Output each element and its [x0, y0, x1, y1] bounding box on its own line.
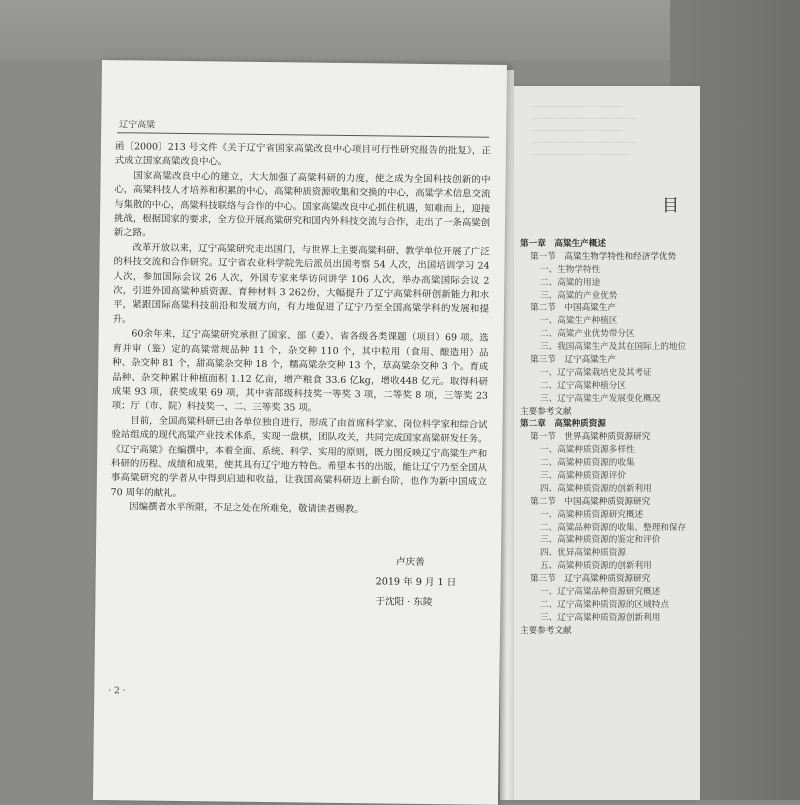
- preface-paragraph: 60余年来，辽宁高粱研究承担了国家、部（委）、省各级各类课题（项目）69 项。选育并审（鉴）定的高粱常规品种 11 个，杂交种 110 个，其中粒用（食用、酿造用）品种、杂交种 81 个，甜高粱杂交种 18 个，糯高粱杂交种 13 个，草高粱杂交种 3 个。育成品种、杂交种累计种植面积 1.12 亿亩，增产粮食 33.6 亿kg，增收448 亿元。取得科研成果 93 项，获奖成果 69 项，其中省部级科技奖一等奖 3 项，二等奖 8 项，三等奖 23 项；厅（市、院）科技奖一、二、三等奖 35 项。: [111, 328, 489, 414]
- toc-item: 四、优异高粱种质资源: [540, 548, 626, 559]
- toc-section: 第三节 辽宁高粱生产: [530, 355, 616, 366]
- toc-plain: 主要参考文献: [520, 406, 572, 417]
- preface-body: [110, 140, 491, 519]
- toc-item: 一、高粱生产种植区: [540, 316, 618, 327]
- preface-paragraph: 改革开放以来，辽宁高粱研究走出国门，与世界上主要高粱科研、教学单位开展了广泛的科技交流和合作研究。辽宁省农业科学院先后派员出国考察 54 人次，出国培训学习 24 人次，参加国际会议 26 人次，外国专家来华访问讲学 106 人次，举办高粱国际会议 2 次，引进外国高粱种质资源、育种材料 3 262份，大幅提升了辽宁高粱科研创新能力和水平，紧跟国际高粱科技前沿和发展方向，有力地促进了辽宁乃至全国高粱学科的发展和提升。: [112, 242, 490, 326]
- toc-item: 二、高粱的用途: [540, 277, 601, 288]
- toc-section: 第一节 世界高粱种质资源研究: [530, 432, 651, 443]
- toc-item: 三、高粱种质资源的鉴定和评价: [540, 535, 661, 546]
- header-rule: [117, 132, 489, 138]
- toc-section: 第三节 辽宁高粱种质资源研究: [530, 574, 651, 585]
- running-head: 辽宁高粱: [119, 120, 156, 131]
- preface-paragraph: 函〔2000〕213 号文件《关于辽宁省国家高粱改良中心项目可行性研究报告的批复》，正式成立国家高粱改良中心。: [114, 141, 491, 168]
- table-of-contents: [520, 238, 700, 638]
- toc-item: 三、高粱的产业优势: [540, 290, 618, 301]
- toc-item: 二、高粱品种资源的收集、整理和保存: [540, 522, 687, 533]
- signature-place: 于沈阳 · 东陵: [375, 596, 433, 609]
- toc-item: 二、高粱种质资源的收集: [540, 458, 635, 469]
- toc-title: 目: [662, 196, 679, 216]
- toc-item: 一、高粱种质资源研究概述: [540, 509, 644, 520]
- page-number: · 2 ·: [108, 686, 126, 697]
- toc-item: 五、高粱种质资源的创新利用: [540, 561, 652, 572]
- toc-plain: 主要参考文献: [520, 625, 572, 636]
- toc-item: 一、生物学特性: [540, 264, 601, 275]
- toc-item: 四、高粱种质资源的创新利用: [540, 483, 652, 494]
- toc-chapter: 第二章 高粱种质资源: [520, 419, 606, 430]
- author-signature: 卢庆善: [395, 556, 425, 568]
- toc-section: 第二节 中国高粱种质资源研究: [530, 496, 651, 507]
- show-through-text: ———————————— —————————————— ———————————— —————————————— —————————————: [532, 101, 637, 158]
- toc-item: 一、辽宁高粱品种资源研究概述: [540, 587, 661, 598]
- toc-item: 一、辽宁高粱栽培史及其考证: [540, 367, 652, 378]
- toc-section: 第一节 高粱生物学特性和经济学优势: [530, 251, 677, 262]
- toc-item: 三、我国高粱生产及其在国际上的地位: [540, 342, 687, 353]
- toc-item: 三、辽宁高粱种质资源创新利用: [540, 612, 661, 623]
- toc-item: 一、高粱种质资源多样性: [540, 445, 635, 456]
- toc-item: 二、辽宁高粱种质资源的区域特点: [540, 599, 669, 610]
- preface-paragraph: 目前，全国高粱科研已由各单位独自进行，形成了由首席科学家、岗位科学家和综合试验站组成的现代高粱产业技术体系，实现一盘棋，团队攻关，共同完成国家高粱研发任务。《辽宁高粱》在编撰中，本着全面、系统、科学、实用的原则，既力图反映辽宁高粱生产和科研的历程、成绩和成果，使其具有辽宁地方特色。希望本书的出版，能让辽宁乃至全国从事高粱研究的学者从中得到启迪和收益，让我国高粱科研迈上新台阶，也作为新中国成立 70 周年的献礼。: [110, 415, 488, 499]
- toc-item: 三、高粱种质资源评价: [540, 471, 626, 482]
- toc-item: 三、辽宁高粱生产发展变化概况: [540, 393, 661, 404]
- toc-chapter: 第一章 高粱生产概述: [520, 239, 606, 249]
- signature-date: 2019 年 9 月 1 日: [375, 576, 457, 589]
- preface-paragraph: 因编撰者水平所限，不足之处在所难免，敬请读者赐教。: [129, 501, 364, 516]
- toc-item: 二、辽宁高粱种植分区: [540, 380, 626, 391]
- toc-section: 第二节 中国高粱生产: [530, 303, 616, 314]
- toc-item: 二、高粱产业优势带分区: [540, 329, 635, 340]
- right-page: [512, 86, 700, 800]
- preface-paragraph: 国家高粱改良中心的建立，大大加强了高粱科研的力度，使之成为全国科技创新的中心，高粱科技人才培养和积累的中心，高粱种质资源收集和交换的中心，高粱学术信息交流与集散的中心，高粱科技联络与合作的中心。国家高粱改良中心抓住机遇，知难而上，迎接挑战，根据国家的要求，全方位开展高粱研究和国内外科技交流与合作，走出了一条高粱创新之路。: [113, 170, 491, 240]
- left-page: [93, 60, 507, 805]
